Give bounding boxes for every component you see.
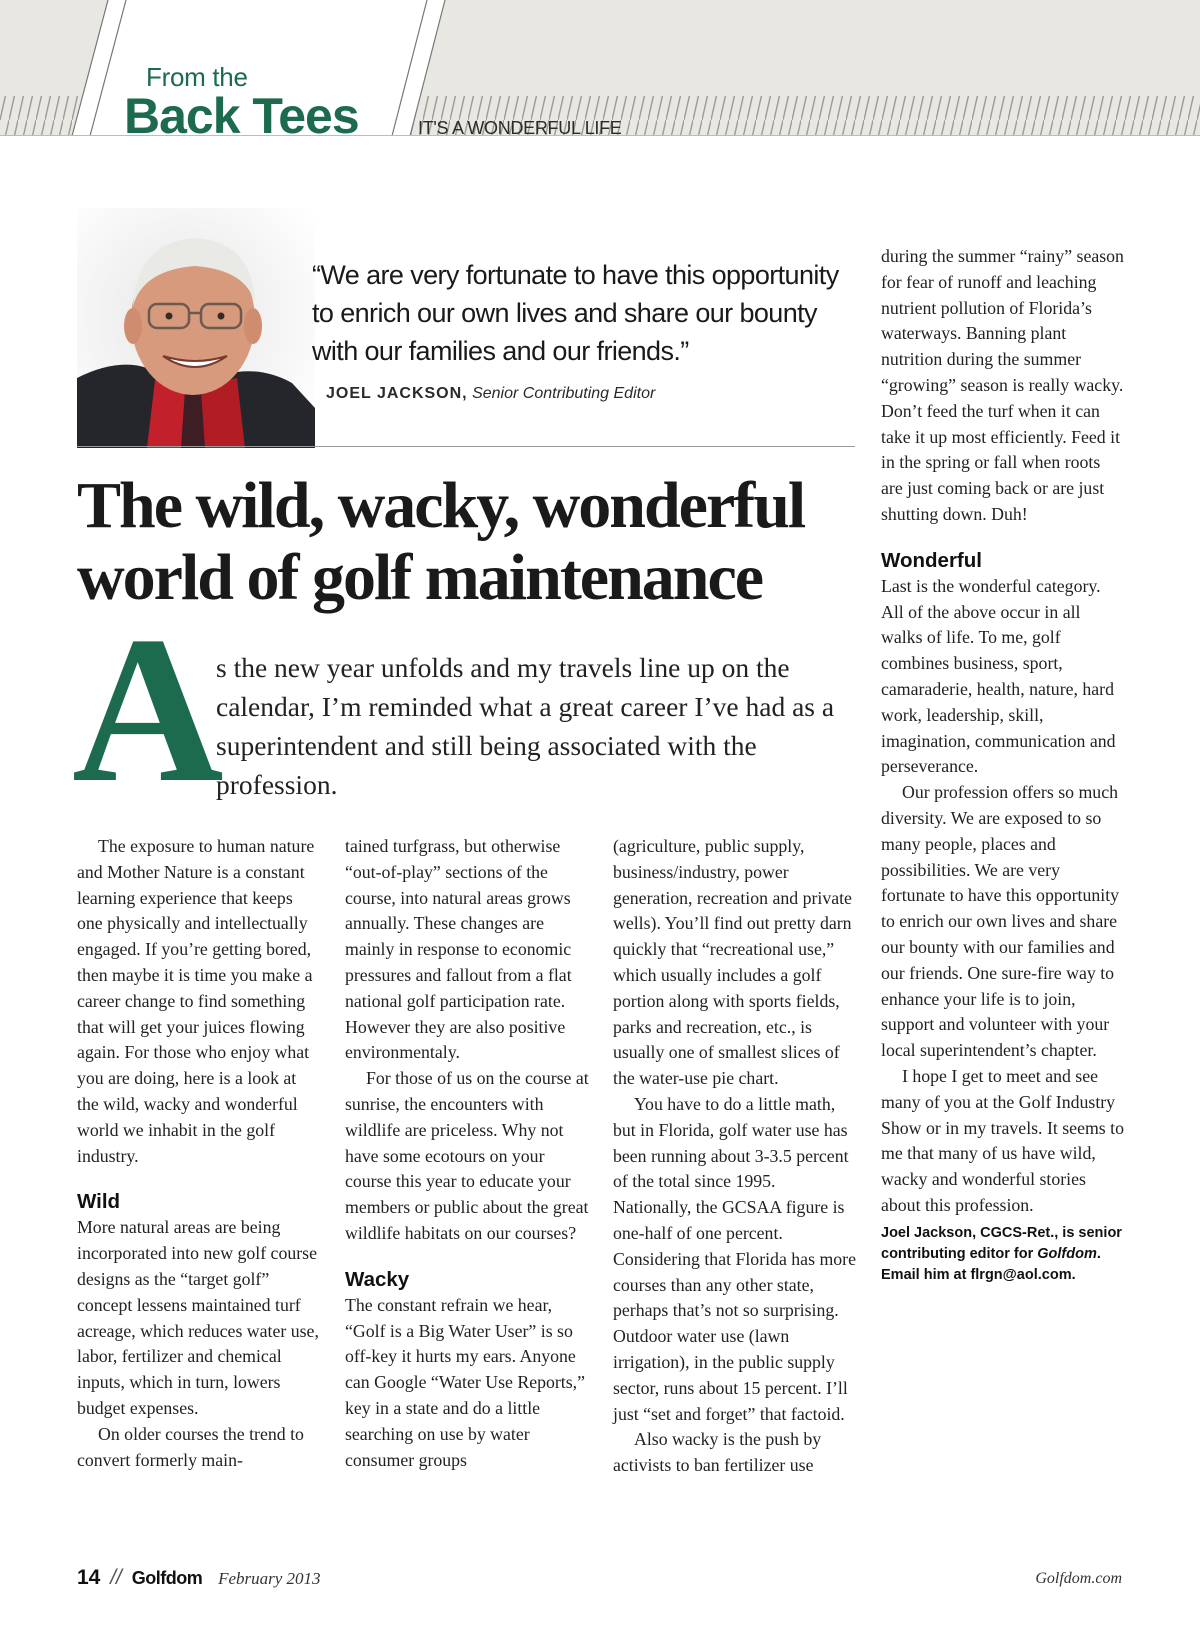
pull-quote-byline <box>326 385 655 403</box>
column-banner <box>0 0 1200 136</box>
body-column-3 <box>613 834 858 1479</box>
section-heading-wonderful: Wonderful <box>881 548 982 572</box>
footer-separator: // <box>110 1566 122 1589</box>
author-portrait <box>77 208 315 448</box>
paragraph: (agriculture, public supply, business/industry, power generation, recreation and private wells). You’ll find out pretty darn quickly that “recreational use,” which usually includes a golf portion along with sports fields, parks and recreation, etc., is usually one of smallest slices of the water-use pie chart. <box>613 836 852 1089</box>
bio-text: Joel Jackson, CGCS-Ret., is senior contributing editor for <box>881 1224 1122 1262</box>
paragraph: On older courses the trend to convert formerly main- <box>77 1423 304 1470</box>
paragraph: The constant refrain we hear, “Golf is a Big Water User” is so off-key it hurts my ears. Anyone can Google “Water Use Reports,” key in a state and do a little searching on use by water consumer groups <box>345 1294 586 1470</box>
paragraph: You have to do a little math, but in Florida, golf water use has been running about 3-3.5 percent of the total since 1995. Nationally, the GCSAA figure is one-half of one percent. Considering that Florida has more courses than any other state, perhaps that’s not so surprising. Outdoor water use (lawn irrigation), in the public supply sector, runs about 15 percent. I’ll just “set and forget” that factoid. <box>613 1093 856 1424</box>
page-number: 14 <box>77 1566 101 1589</box>
author-name: JOEL JACKSON, <box>326 385 468 402</box>
paragraph: tained turfgrass, but otherwise “out-of-play” sections of the course, into natural areas grows annually. These changes are mainly in response to economic pressures and fallout from a flat national golf participation rate. However they are also positive environmentaly. <box>345 836 572 1063</box>
issue-date: February 2013 <box>218 1569 321 1588</box>
drop-cap: A <box>72 594 224 826</box>
column-subtitle: IT'S A WONDERFUL LIFE <box>418 118 622 136</box>
pull-quote: “We are very fortunate to have this opportunity to enrich our own lives and share our bounty with our families and our friends.” <box>312 260 839 366</box>
paragraph: Last is the wonderful category. All of the above occur in all walks of life. To me, golf combines business, sport, camaraderie, health, nature, hard work, leadership, skill, imagination, communication and perseverance. <box>881 575 1116 777</box>
bio-magazine: Golfdom <box>1037 1245 1097 1262</box>
article-lede: s the new year unfolds and my travels line up on the calendar, I’m reminded what a great career I’ve had as a superintendent and still being associated with the profession. <box>216 652 835 800</box>
author-bio <box>881 1223 1126 1286</box>
author-role: Senior Contributing Editor <box>472 385 656 402</box>
website-url: Golfdom.com <box>1035 1570 1122 1587</box>
body-column-4 <box>881 244 1126 1286</box>
paragraph: More natural areas are being incorporated into new golf course designs as the “target golf” concept lessens maintained turf acreage, which reduces water use, labor, fertilizer and chemical inputs, which in turn, lowers budget expenses. <box>77 1217 319 1418</box>
divider-rule <box>77 446 855 447</box>
section-heading-wacky: Wacky <box>345 1267 410 1291</box>
magazine-name: Golfdom <box>131 1568 203 1588</box>
article-headline: The wild, wacky, wonderful world of golf maintenance <box>77 469 805 614</box>
paragraph: For those of us on the course at sunrise, the encounters with wildlife are priceless. Why not have some ecotours on your course this year to educate your members or public about the great wildlife habitats on our courses? <box>345 1068 589 1243</box>
section-heading-wild: Wild <box>77 1190 121 1214</box>
page-footer <box>77 1566 321 1590</box>
paragraph: during the summer “rainy” season for fear of runoff and leaching nutrient pollution of Florida’s waterways. Banning plant nutrition during the summer “growing” season is really wacky. Don’t feed the turf when it can take it up most efficiently. Feed it in the spring or fall when roots are just coming back or are just shutting down. Duh! <box>881 246 1124 524</box>
body-column-1 <box>77 834 322 1473</box>
column-kicker-large: Back Tees <box>124 88 359 136</box>
column-kicker-small: From the <box>146 62 248 92</box>
paragraph: I hope I get to meet and see many of you at the Golf Industry Show or in my travels. It seems to me that many of us have wild, wacky and wonderful stories about this profession. <box>881 1065 1124 1215</box>
paragraph: The exposure to human nature and Mother Nature is a constant learning experience that keeps one physically and intellectually engaged. If you’re getting bored, then maybe it is time you make a career change to find something that will get your juices flowing again. For those who enjoy what you are doing, here is a look at the wild, wacky and wonderful world we inhabit in the golf industry. <box>77 836 315 1166</box>
paragraph: Our profession offers so much diversity. We are exposed to so many people, places and possibilities. We are very fortunate to have this opportunity to enrich our own lives and share our bounty with our families and our friends. One sure-fire way to enhance your life is to join, support and volunteer with your local superintendent’s chapter. <box>881 782 1120 1061</box>
paragraph: Also wacky is the push by activists to ban fertilizer use <box>613 1429 822 1476</box>
bio-text-end: . Email him at flrgn@aol.com. <box>881 1245 1101 1283</box>
body-column-2 <box>345 834 590 1473</box>
